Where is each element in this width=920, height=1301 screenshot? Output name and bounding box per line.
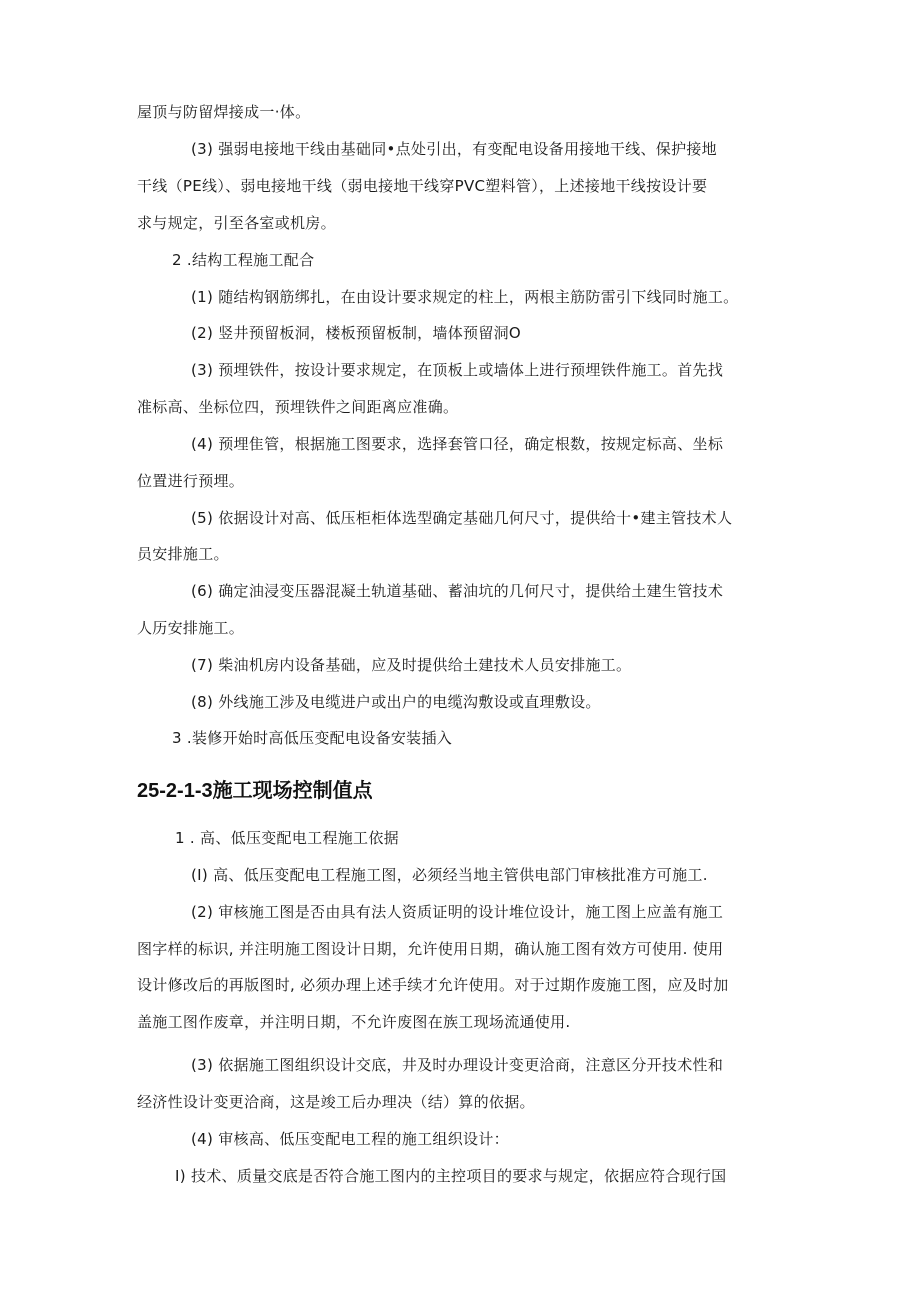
paragraph-line: (3) 依据施工图组织设计交底，井及时办理设计变更洽商，注意区分开技术性和: [191, 1056, 724, 1074]
paragraph-line: (1) 随结构钢筋绑扎，在由设计要求规定的柱上，两根主筋防雷引下线同时施工。: [191, 288, 739, 306]
paragraph-line: 人历安排施工。: [137, 619, 245, 637]
paragraph-line: (2) 竖井预留板洞，楼板预留板制，墙体预留洞O: [191, 324, 522, 342]
paragraph-line: 位置进行预埋。: [137, 472, 245, 490]
paragraph-line: 干线（PE线）、弱电接地干线（弱电接地干线穿PVC塑料管），上述接地干线按设计要: [137, 177, 708, 195]
section-heading: 25-2-1-3施工现场控制值点: [137, 780, 373, 802]
paragraph-line: (4) 预埋隹管，根据施工图要求，选择套管口径，确定根数，按规定标高、坐标: [191, 435, 724, 453]
paragraph-line: 盖施工图作废章，并注明日期，不允许废图在族工现场流通使用.: [137, 1013, 571, 1031]
subsection-title: 1 . 高、低压变配电工程施工依据: [175, 829, 399, 847]
paragraph-line: (3) 预埋铁件，按设计要求规定，在顶板上或墙体上进行预埋铁件施工。首先找: [191, 361, 724, 379]
paragraph-line: 设计修改后的再版图时, 必须办理上述手续才允许使用。对于过期作废施工图，应及时加: [137, 976, 729, 994]
paragraph-line: 经济性设计变更洽商，这是竣工后办理决（结）算的依据。: [137, 1093, 535, 1111]
paragraph-line: 准标高、坐标位四，预埋铁件之间距离应准确。: [137, 398, 459, 416]
paragraph-line: (4) 审核高、低压变配电工程的施工组织设计：: [191, 1130, 509, 1148]
paragraph-line: 图字样的标识, 并注明施工图设计日期，允许使用日期，确认施工图有效方可使用. 使用: [137, 940, 724, 958]
paragraph-line: 屋顶与防留焊接成一·体。: [137, 103, 311, 121]
paragraph-line: (3) 强弱电接地干线由基础同•点处引出，有变配电设备用接地干线、保护接地: [191, 140, 717, 158]
paragraph-line: (2) 审核施工图是否由具有法人资质证明的设计堆位设计，施工图上应盖有施工: [191, 903, 724, 921]
paragraph-line: (I) 高、低压变配电工程施工图，必须经当地主管供电部门审核批准方可施工.: [191, 866, 708, 884]
paragraph-line: 求与规定，引至各室或机房。: [137, 214, 336, 232]
subsection-title: 2 .结构工程施工配合: [172, 251, 315, 269]
paragraph-line: I) 技术、质量交底是否符合施工图内的主控项目的要求与规定，依据应符合现行国: [175, 1167, 727, 1185]
paragraph-line: 员安排施工。: [137, 545, 229, 563]
paragraph-line: (6) 确定油浸变压器混凝土轨道基础、蓄油坑的几何尺寸，提供给土建生管技术: [191, 582, 724, 600]
paragraph-line: (5) 依据设计对高、低压柜柜体选型确定基础几何尺寸，提供给十•建主管技术人: [191, 509, 733, 527]
paragraph-line: (7) 柴油机房内设备基础，应及时提供给土建技术人员安排施工。: [191, 656, 632, 674]
paragraph-line: (8) 外线施工涉及电缆进户或出户的电缆沟敷设或直理敷设。: [191, 693, 601, 711]
subsection-title: 3 .装修开始时高低压变配电设备安装插入: [172, 729, 453, 747]
